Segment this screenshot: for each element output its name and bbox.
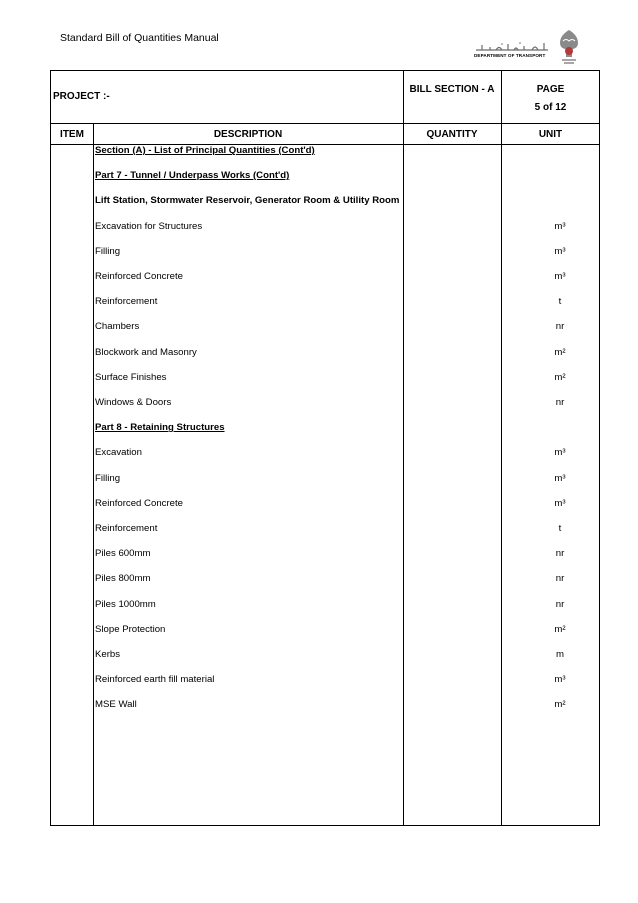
bill-section-label: BILL SECTION - A bbox=[409, 84, 495, 95]
bill-table bbox=[50, 70, 600, 826]
row-description: Piles 800mm bbox=[95, 573, 151, 585]
table-row bbox=[95, 296, 600, 310]
row-unit: nr bbox=[555, 598, 565, 610]
row-description: Chambers bbox=[95, 321, 140, 333]
row-unit: nr bbox=[555, 548, 565, 560]
row-unit: t bbox=[558, 523, 562, 534]
row-description: Part 7 - Tunnel / Underpass Works (Cont'd) bbox=[95, 170, 290, 182]
row-unit: m bbox=[556, 649, 564, 660]
arabic-wordmark-icon bbox=[474, 41, 550, 53]
project-label: PROJECT :- bbox=[53, 91, 110, 102]
row-description: Windows & Doors bbox=[95, 397, 172, 408]
table-row bbox=[95, 221, 600, 235]
row-description: Piles 1000mm bbox=[95, 598, 156, 610]
table-row bbox=[95, 195, 600, 209]
table-row bbox=[95, 523, 600, 537]
column-header-quantity: QUANTITY bbox=[426, 129, 478, 140]
table-row bbox=[95, 599, 600, 613]
table-row bbox=[95, 246, 600, 260]
row-description: Reinforced earth fill material bbox=[95, 674, 215, 686]
row-description: Reinforcement bbox=[95, 523, 158, 534]
table-row bbox=[95, 321, 600, 335]
column-header-item: ITEM bbox=[60, 129, 84, 140]
row-description: Piles 600mm bbox=[95, 548, 151, 560]
title-divider-2 bbox=[501, 71, 502, 123]
title-divider-1 bbox=[403, 71, 404, 123]
row-unit: m³ bbox=[554, 497, 566, 509]
column-header-unit: UNIT bbox=[538, 129, 563, 140]
row-unit: m² bbox=[554, 623, 566, 635]
table-row bbox=[95, 397, 600, 411]
row-unit: m³ bbox=[554, 245, 566, 257]
row-description: Blockwork and Masonry bbox=[95, 346, 197, 358]
row-description: Excavation bbox=[95, 447, 142, 459]
table-row bbox=[95, 573, 600, 587]
row-description: Excavation for Structures bbox=[95, 220, 203, 232]
table-row bbox=[95, 624, 600, 638]
row-description: MSE Wall bbox=[95, 699, 137, 711]
row-unit: m² bbox=[554, 371, 566, 383]
row-unit: m³ bbox=[554, 674, 566, 686]
row-description: Kerbs bbox=[95, 649, 121, 660]
page-label: PAGE bbox=[536, 84, 565, 95]
department-of-transport-logo bbox=[474, 27, 586, 75]
table-row bbox=[95, 674, 600, 688]
row-description: Reinforced Concrete bbox=[95, 271, 183, 282]
table-row bbox=[95, 170, 600, 184]
column-header-description: DESCRIPTION bbox=[213, 129, 283, 140]
table-row bbox=[95, 649, 600, 663]
row-description: Reinforcement bbox=[95, 296, 158, 308]
table-row bbox=[95, 498, 600, 512]
row-unit: m³ bbox=[554, 271, 566, 282]
table-row bbox=[95, 145, 600, 159]
table-row bbox=[95, 271, 600, 285]
row-unit: t bbox=[558, 296, 562, 308]
table-row bbox=[95, 447, 600, 461]
row-description: Part 8 - Retaining Structures bbox=[95, 422, 225, 434]
row-unit: nr bbox=[555, 397, 565, 408]
table-row bbox=[95, 347, 600, 361]
item-column-divider bbox=[93, 123, 94, 825]
table-row bbox=[95, 548, 600, 562]
row-description: Surface Finishes bbox=[95, 371, 167, 383]
row-unit: m³ bbox=[554, 447, 566, 459]
falcon-emblem-icon bbox=[554, 27, 584, 67]
row-description: Section (A) - List of Principal Quantities (Cont'd) bbox=[95, 145, 315, 156]
table-row bbox=[95, 699, 600, 713]
table-row bbox=[95, 422, 600, 436]
row-description: Lift Station, Stormwater Reservoir, Generator Room & Utility Room bbox=[95, 195, 400, 207]
row-unit: nr bbox=[555, 321, 565, 333]
logo-text: DEPARTMENT OF TRANSPORT bbox=[474, 53, 546, 58]
row-unit: m³ bbox=[554, 472, 566, 484]
page-number: 5 of 12 bbox=[534, 102, 567, 113]
row-unit: m² bbox=[554, 699, 566, 711]
table-row bbox=[95, 372, 600, 386]
row-unit: nr bbox=[555, 573, 565, 585]
row-description: Slope Protection bbox=[95, 623, 166, 635]
row-unit: m³ bbox=[554, 220, 566, 232]
row-unit: m² bbox=[554, 346, 566, 358]
row-description: Filling bbox=[95, 472, 121, 484]
header-divider bbox=[51, 123, 599, 124]
manual-title: Standard Bill of Quantities Manual bbox=[60, 32, 219, 44]
table-row bbox=[95, 473, 600, 487]
row-description: Reinforced Concrete bbox=[95, 497, 183, 509]
row-description: Filling bbox=[95, 245, 121, 257]
